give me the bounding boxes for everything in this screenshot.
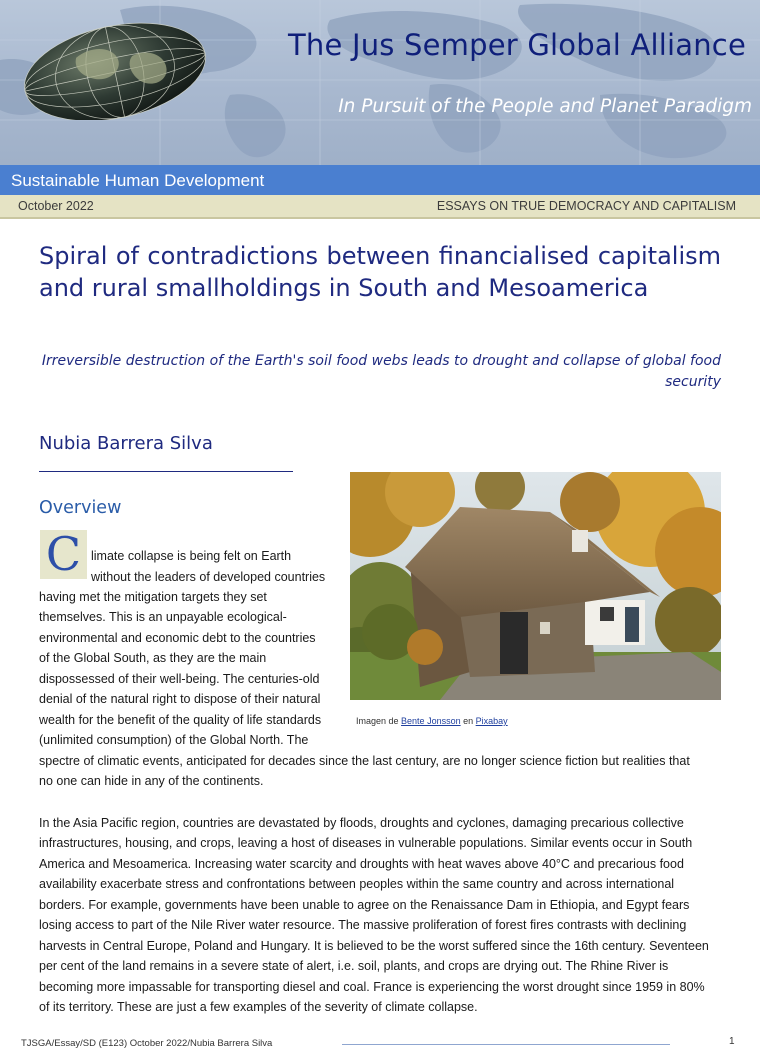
footer-divider xyxy=(342,1044,670,1045)
article-subtitle xyxy=(39,351,721,393)
credit-site-link[interactable]: Pixabay xyxy=(475,716,508,726)
text-line: borders. For example, governments have been unable to agree on the Renaissance Dam in Ethiopia, and Egypt fears xyxy=(39,898,690,912)
page-number: 1 xyxy=(729,1036,735,1047)
credit-middle: en xyxy=(463,716,474,726)
text-line: no one can hide in any of the continents. xyxy=(39,774,264,788)
author-divider xyxy=(39,471,293,472)
text-line: having met the mitigation targets they set xyxy=(39,590,267,604)
subtitle-line: Irreversible destruction of the Earth's soil food webs leads to drought and collapse of global food xyxy=(41,353,721,369)
globe-logo xyxy=(20,20,210,120)
text-line: America and Mesoamerica. Increasing water scarcity and droughts with heat waves above 40°C and precarious food xyxy=(39,857,684,871)
author-name: Nubia Barrera Silva xyxy=(39,433,213,454)
series-label: ESSAYS ON TRUE DEMOCRACY AND CAPITALISM xyxy=(436,199,736,213)
footer-citation: TJSGA/Essay/SD (E123) October 2022/Nubia Barrera Silva xyxy=(21,1038,273,1049)
text-line: infrastructures, housing, and crops, leaving a host of diseases in vulnerable populations. Similar events occur in South xyxy=(39,836,693,850)
text-line: dispossessed of their well-being. The centuries-old xyxy=(39,672,320,686)
credit-author-link[interactable]: Bente Jonsson xyxy=(401,716,461,726)
text-line: wealth for the benefit of the quality of life standards xyxy=(39,713,322,727)
text-line: of the Global South, as they are the main xyxy=(39,651,267,665)
text-line: per cent of the land remains in a severe state of alert, i.e. soil, plants, and crops are drying out. The Rhine River is xyxy=(39,959,669,973)
text-line: themselves. This is an unpayable ecological- xyxy=(39,610,287,624)
site-tagline: In Pursuit of the People and Planet Paradigm xyxy=(338,96,752,117)
section-label: Sustainable Human Development xyxy=(11,171,265,190)
text-line: In the Asia Pacific region, countries are devastated by floods, droughts and cyclones, damaging precarious collective xyxy=(39,816,684,830)
text-line: (unlimited consumption) of the Global North. The xyxy=(39,733,309,747)
site-title: The Jus Semper Global Alliance xyxy=(288,28,746,62)
text-line: without the leaders of developed countries xyxy=(91,570,326,584)
text-line: limate collapse is being felt on Earth xyxy=(91,549,292,563)
drop-cap: C xyxy=(40,530,87,579)
text-line: denial of the natural right to dispose of their natural xyxy=(39,692,321,706)
text-line: spectre of climatic events, anticipated for decades since the last century, are no longer science fiction but realities that xyxy=(39,754,690,768)
issue-date: October 2022 xyxy=(18,199,94,213)
cottage-photo xyxy=(350,472,721,700)
text-line: of its territory. These are just a few examples of the severity of climate collapse. xyxy=(39,1000,478,1014)
text-line: environmental and economic debt to the countries xyxy=(39,631,316,645)
date-bar xyxy=(0,195,760,219)
text-line: harvests in Central Europe, Poland and Hungary. It is believed to be the worst suffered since the 16th century. Seventeen xyxy=(39,939,709,953)
image-credit xyxy=(356,716,508,726)
section-bar xyxy=(0,165,760,195)
article-title: Spiral of contradictions between financialised capitalism and rural smallholdings in South and Mesoamerica xyxy=(39,242,721,302)
header-banner xyxy=(0,0,760,165)
thatched-cottage-illustration xyxy=(350,472,721,700)
text-line: losing access to part of the Nile River water resource. The massive proliferation of forest fires contrasts with declining xyxy=(39,918,687,932)
text-line: availability exacerbate stress and confrontations between peoples within the same country and across international xyxy=(39,877,675,891)
credit-prefix: Imagen de xyxy=(356,716,399,726)
subtitle-line: security xyxy=(665,374,721,390)
text-line: becoming more impassable for transporting diesel and coal. France is experiencing the worst drought since 1959 in 80% xyxy=(39,980,705,994)
overview-heading: Overview xyxy=(39,498,122,518)
